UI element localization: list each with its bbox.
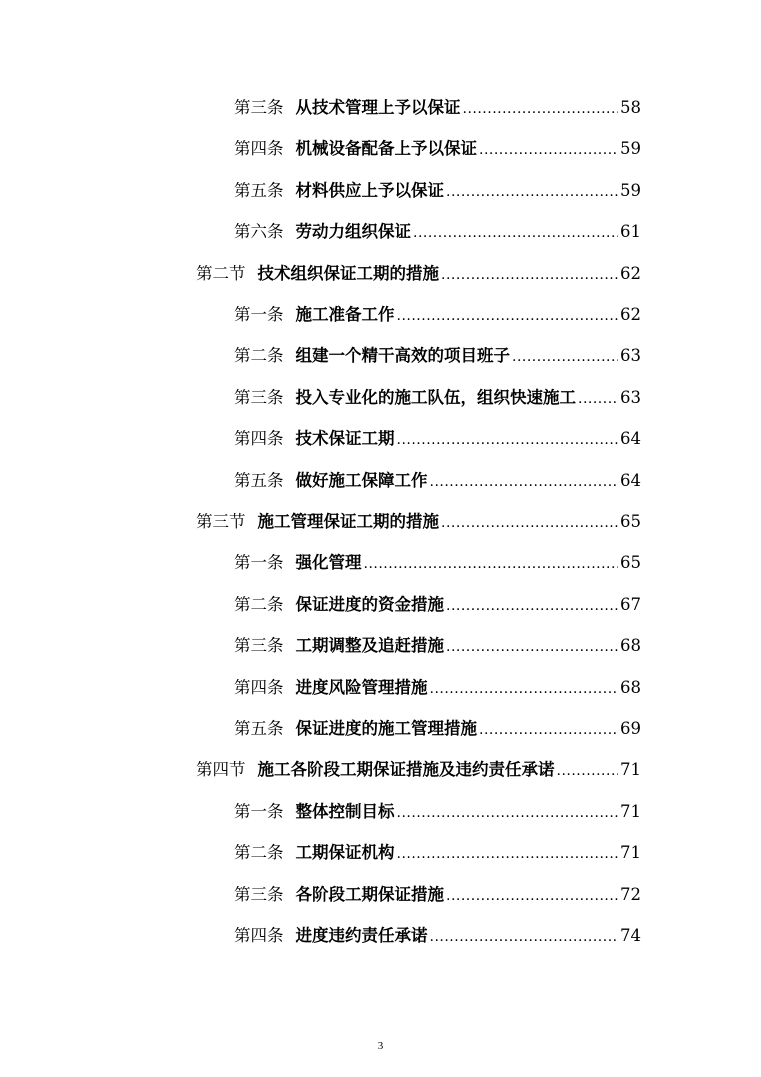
toc-entry-title: 投入专业化的施工队伍，组织快速施工 [295, 387, 576, 407]
toc-entry-title: 保证进度的资金措施 [295, 594, 444, 614]
toc-entry-page: 62 [620, 305, 641, 324]
toc-entry-page: 59 [620, 139, 641, 159]
toc-entry-page: 68 [620, 636, 641, 656]
toc-entry-title: 进度违约责任承诺 [295, 926, 428, 945]
toc-entry-number: 第五条 [234, 470, 284, 490]
toc-entry-number: 第二条 [234, 843, 284, 863]
toc-dot-leader [512, 344, 618, 370]
toc-entry-page: 71 [620, 843, 641, 863]
toc-dot-leader [446, 634, 618, 660]
toc-entry-page: 65 [620, 512, 641, 531]
toc-dot-leader [430, 924, 619, 950]
toc-entry-title: 从技术管理上予以保证 [295, 98, 461, 117]
toc-dot-leader [479, 717, 618, 743]
toc-dot-leader [557, 758, 619, 784]
toc-entry[interactable] [234, 882, 641, 908]
toc-entry[interactable] [234, 385, 641, 411]
toc-entry-page: 71 [620, 760, 641, 780]
toc-dot-leader [364, 551, 619, 577]
toc-dot-leader [479, 137, 618, 163]
toc-entry-number: 第三条 [234, 884, 284, 904]
toc-entry-number: 第四条 [234, 429, 284, 449]
toc-entry-number: 第三节 [196, 512, 246, 531]
toc-entry-title: 劳动力组织保证 [295, 222, 411, 242]
toc-entry-title: 工期保证机构 [295, 843, 395, 863]
toc-entry-page: 59 [620, 180, 641, 200]
toc-entry-title: 工期调整及追赶措施 [295, 636, 444, 656]
toc-entry-number: 第三条 [234, 387, 284, 407]
toc-entry-page: 65 [620, 553, 641, 573]
toc-entry-page: 67 [620, 594, 641, 614]
toc-entry[interactable] [234, 550, 641, 576]
toc-entry-number: 第二条 [234, 594, 284, 614]
toc-section-entry[interactable] [196, 261, 641, 287]
toc-entry[interactable] [234, 675, 641, 701]
toc-entry-title: 机械设备配备上予以保证 [295, 139, 477, 159]
toc-entry-number: 第一条 [234, 305, 284, 324]
toc-entry[interactable] [234, 302, 641, 328]
toc-entry[interactable] [234, 799, 641, 825]
toc-entry[interactable] [234, 923, 641, 949]
toc-dot-leader [397, 303, 619, 329]
toc-entry-title: 施工管理保证工期的措施 [257, 512, 439, 531]
toc-entry-page: 69 [620, 719, 641, 738]
toc-dot-leader [463, 96, 619, 122]
toc-section-entry[interactable] [196, 757, 641, 783]
toc-entry-number: 第四条 [234, 139, 284, 159]
toc-entry-number: 第三条 [234, 98, 284, 117]
toc-entry-page: 63 [620, 346, 641, 366]
toc-entry-page: 68 [620, 677, 641, 697]
toc-entry-title: 做好施工保障工作 [295, 470, 428, 490]
toc-entry-page: 63 [620, 387, 641, 407]
toc-entry[interactable] [234, 633, 641, 659]
toc-entry[interactable] [234, 468, 641, 494]
toc-entry-title: 整体控制目标 [295, 801, 395, 821]
toc-entry-title: 技术保证工期 [295, 429, 395, 449]
toc-entry-number: 第二节 [196, 263, 246, 283]
toc-entry-page: 71 [620, 801, 641, 821]
toc-entry[interactable] [234, 219, 641, 245]
toc-entry[interactable] [234, 136, 641, 162]
toc-entry-page: 74 [620, 926, 641, 945]
toc-entry-page: 64 [620, 429, 641, 449]
toc-dot-leader [397, 841, 619, 867]
toc-entry[interactable] [234, 95, 641, 121]
toc-entry-page: 58 [620, 98, 641, 117]
toc-dot-leader [430, 676, 619, 702]
toc-entry-number: 第三条 [234, 636, 284, 656]
toc-dot-leader [413, 220, 618, 246]
toc-entry-title: 各阶段工期保证措施 [295, 884, 444, 904]
toc-entry[interactable] [234, 426, 641, 452]
toc-entry-number: 第五条 [234, 180, 284, 200]
toc-entry-number: 第二条 [234, 346, 284, 366]
toc-entry-number: 第四节 [196, 760, 246, 780]
toc-entry-title: 保证进度的施工管理措施 [295, 719, 477, 738]
toc-entry-number: 第四条 [234, 926, 284, 945]
toc-dot-leader [578, 386, 618, 412]
toc-entry-page: 62 [620, 263, 641, 283]
toc-entry-title: 施工各阶段工期保证措施及违约责任承诺 [257, 760, 555, 780]
toc-dot-leader [441, 510, 618, 536]
toc-entry-title: 组建一个精干高效的项目班子 [295, 346, 510, 366]
toc-entry-title: 技术组织保证工期的措施 [257, 263, 439, 283]
toc-dot-leader [446, 179, 618, 205]
toc-entry[interactable] [234, 178, 641, 204]
toc-entry-page: 72 [620, 884, 641, 904]
toc-entry-number: 第四条 [234, 677, 284, 697]
toc-dot-leader [397, 800, 619, 826]
toc-dot-leader [446, 883, 618, 909]
toc-entry-page: 64 [620, 470, 641, 490]
toc-entry-title: 材料供应上予以保证 [295, 180, 444, 200]
toc-dot-leader [397, 427, 619, 453]
toc-entry-number: 第一条 [234, 553, 284, 573]
toc-entry-title: 进度风险管理措施 [295, 677, 428, 697]
toc-dot-leader [430, 469, 619, 495]
toc-entry-number: 第六条 [234, 222, 284, 242]
toc-entry-title: 施工准备工作 [295, 305, 395, 324]
footer-page-number: 3 [377, 1040, 384, 1052]
toc-entry[interactable] [234, 343, 641, 369]
toc-entry[interactable] [234, 592, 641, 618]
toc-entry-page: 61 [620, 222, 641, 242]
toc-entry[interactable] [234, 840, 641, 866]
toc-entry[interactable] [234, 716, 641, 742]
toc-dot-leader [441, 262, 618, 288]
toc-entry-number: 第五条 [234, 719, 284, 738]
toc-entry-number: 第一条 [234, 801, 284, 821]
toc-section-entry[interactable] [196, 509, 641, 535]
toc-dot-leader [446, 593, 618, 619]
toc-entry-title: 强化管理 [295, 553, 362, 573]
